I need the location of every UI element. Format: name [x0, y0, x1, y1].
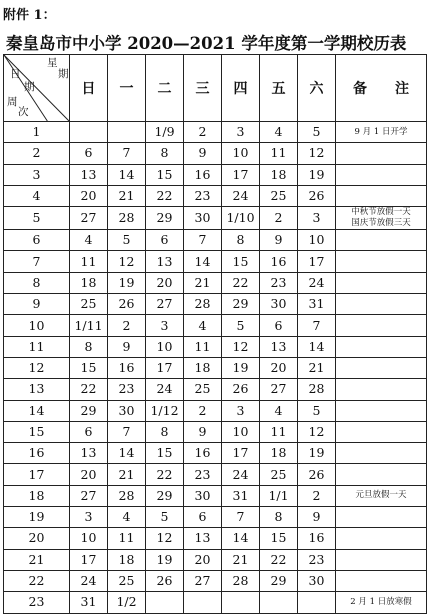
date-cell: 23 — [108, 379, 146, 400]
date-cell: 29 — [222, 294, 260, 315]
date-cell: 16 — [260, 251, 298, 272]
corner-label-qi-mid: 期 — [24, 81, 35, 93]
note-cell — [336, 336, 427, 357]
attachment-label: 附件 1： — [3, 8, 56, 23]
date-cell: 13 — [70, 164, 108, 185]
date-cell: 2 — [260, 207, 298, 230]
date-cell: 19 — [108, 272, 146, 293]
note-cell — [336, 464, 427, 485]
date-cell: 3 — [298, 207, 336, 230]
page-title: 秦皇岛市中小学 2020—2021 学年度第一学期校历表 — [6, 34, 407, 53]
date-cell: 22 — [222, 272, 260, 293]
header-row — [4, 55, 427, 122]
date-cell: 21 — [108, 464, 146, 485]
date-cell: 30 — [298, 570, 336, 591]
table-row — [4, 164, 427, 185]
date-cell: 12 — [298, 421, 336, 442]
table-row — [4, 122, 427, 143]
table-row — [4, 421, 427, 442]
week-number-cell: 19 — [4, 507, 70, 528]
date-cell: 14 — [222, 528, 260, 549]
note-cell — [336, 315, 427, 336]
date-cell: 7 — [222, 507, 260, 528]
corner-label-xing: 星 — [47, 57, 58, 69]
date-cell: 5 — [108, 230, 146, 251]
date-cell: 9 — [298, 507, 336, 528]
date-cell: 18 — [70, 272, 108, 293]
week-number-cell: 21 — [4, 549, 70, 570]
date-cell: 1/10 — [222, 207, 260, 230]
header-day-sat: 六 — [298, 55, 336, 122]
date-cell: 6 — [70, 143, 108, 164]
date-cell: 9 — [184, 143, 222, 164]
date-cell: 23 — [184, 464, 222, 485]
date-cell: 19 — [146, 549, 184, 570]
date-cell: 23 — [184, 185, 222, 206]
date-cell: 4 — [70, 230, 108, 251]
date-cell — [108, 122, 146, 143]
table-row — [4, 207, 427, 230]
header-day-tue: 二 — [146, 55, 184, 122]
header-day-wed: 三 — [184, 55, 222, 122]
note-cell — [336, 421, 427, 442]
date-cell: 4 — [108, 507, 146, 528]
date-cell: 6 — [70, 421, 108, 442]
date-cell: 9 — [184, 421, 222, 442]
date-cell: 12 — [146, 528, 184, 549]
week-number-cell: 3 — [4, 164, 70, 185]
date-cell: 1/1 — [260, 485, 298, 506]
date-cell: 24 — [70, 570, 108, 591]
note-cell — [336, 379, 427, 400]
date-cell: 26 — [108, 294, 146, 315]
date-cell — [298, 592, 336, 613]
date-cell: 20 — [70, 464, 108, 485]
date-cell: 21 — [298, 357, 336, 378]
date-cell: 10 — [298, 230, 336, 251]
date-cell: 20 — [146, 272, 184, 293]
date-cell: 31 — [70, 592, 108, 613]
date-cell: 4 — [184, 315, 222, 336]
note-cell — [336, 272, 427, 293]
date-cell: 19 — [298, 164, 336, 185]
date-cell: 17 — [222, 443, 260, 464]
table-row — [4, 294, 427, 315]
date-cell: 25 — [108, 570, 146, 591]
week-number-cell: 6 — [4, 230, 70, 251]
note-cell — [336, 528, 427, 549]
date-cell: 11 — [260, 421, 298, 442]
note-cell — [336, 185, 427, 206]
date-cell: 25 — [70, 294, 108, 315]
date-cell: 11 — [260, 143, 298, 164]
note-cell — [336, 164, 427, 185]
date-cell: 15 — [70, 357, 108, 378]
header-day-sun: 日 — [70, 55, 108, 122]
week-number-cell: 5 — [4, 207, 70, 230]
date-cell: 15 — [146, 164, 184, 185]
date-cell: 26 — [146, 570, 184, 591]
date-cell: 14 — [108, 443, 146, 464]
date-cell: 31 — [222, 485, 260, 506]
note-cell — [336, 294, 427, 315]
note-cell — [336, 230, 427, 251]
week-number-cell: 8 — [4, 272, 70, 293]
table-row — [4, 336, 427, 357]
note-cell — [336, 507, 427, 528]
date-cell: 3 — [146, 315, 184, 336]
note-cell — [336, 357, 427, 378]
table-row — [4, 400, 427, 421]
date-cell: 25 — [260, 185, 298, 206]
note-cell: 元旦放假一天 — [336, 485, 427, 506]
date-cell: 19 — [222, 357, 260, 378]
date-cell: 30 — [108, 400, 146, 421]
corner-label-zhou: 周 — [7, 96, 18, 108]
date-cell: 20 — [70, 185, 108, 206]
date-cell: 5 — [222, 315, 260, 336]
week-number-cell: 14 — [4, 400, 70, 421]
date-cell: 28 — [184, 294, 222, 315]
table-row — [4, 379, 427, 400]
date-cell: 17 — [298, 251, 336, 272]
date-cell: 7 — [184, 230, 222, 251]
date-cell: 5 — [298, 122, 336, 143]
date-cell: 16 — [184, 164, 222, 185]
date-cell: 7 — [108, 143, 146, 164]
date-cell: 14 — [184, 251, 222, 272]
note-cell — [336, 251, 427, 272]
date-cell: 27 — [260, 379, 298, 400]
date-cell: 16 — [298, 528, 336, 549]
date-cell: 13 — [146, 251, 184, 272]
note-cell: 9 月 1 日开学 — [336, 122, 427, 143]
date-cell: 15 — [260, 528, 298, 549]
date-cell: 6 — [260, 315, 298, 336]
date-cell: 8 — [222, 230, 260, 251]
date-cell: 12 — [108, 251, 146, 272]
date-cell: 24 — [298, 272, 336, 293]
date-cell — [146, 592, 184, 613]
date-cell: 22 — [146, 464, 184, 485]
date-cell: 23 — [260, 272, 298, 293]
date-cell: 14 — [298, 336, 336, 357]
date-cell: 3 — [222, 400, 260, 421]
date-cell: 17 — [70, 549, 108, 570]
date-cell: 28 — [298, 379, 336, 400]
date-cell — [222, 592, 260, 613]
note-cell — [336, 443, 427, 464]
date-cell: 22 — [146, 185, 184, 206]
note-cell — [336, 400, 427, 421]
date-cell: 21 — [108, 185, 146, 206]
date-cell: 11 — [70, 251, 108, 272]
date-cell: 20 — [184, 549, 222, 570]
date-cell: 24 — [146, 379, 184, 400]
date-cell: 3 — [222, 122, 260, 143]
note-cell: 中秋节放假一天 国庆节放假三天 — [336, 207, 427, 230]
table-row — [4, 143, 427, 164]
date-cell: 18 — [260, 164, 298, 185]
date-cell: 2 — [108, 315, 146, 336]
table-row — [4, 357, 427, 378]
date-cell: 7 — [298, 315, 336, 336]
table-row — [4, 443, 427, 464]
table-row — [4, 528, 427, 549]
week-number-cell: 18 — [4, 485, 70, 506]
date-cell: 18 — [108, 549, 146, 570]
date-cell: 15 — [146, 443, 184, 464]
date-cell: 30 — [184, 485, 222, 506]
date-cell — [260, 592, 298, 613]
corner-label-ci: 次 — [18, 106, 29, 118]
date-cell: 11 — [108, 528, 146, 549]
date-cell: 4 — [260, 122, 298, 143]
date-cell: 21 — [184, 272, 222, 293]
week-number-cell: 15 — [4, 421, 70, 442]
date-cell: 2 — [298, 485, 336, 506]
date-cell: 1/12 — [146, 400, 184, 421]
date-cell: 29 — [70, 400, 108, 421]
date-cell: 16 — [108, 357, 146, 378]
week-number-cell: 4 — [4, 185, 70, 206]
table-row — [4, 272, 427, 293]
date-cell: 13 — [260, 336, 298, 357]
date-cell: 15 — [222, 251, 260, 272]
date-cell: 30 — [260, 294, 298, 315]
week-number-cell: 2 — [4, 143, 70, 164]
table-row — [4, 464, 427, 485]
date-cell: 29 — [146, 485, 184, 506]
note-cell — [336, 570, 427, 591]
header-day-fri: 五 — [260, 55, 298, 122]
table-row — [4, 251, 427, 272]
date-cell: 16 — [184, 443, 222, 464]
week-number-cell: 9 — [4, 294, 70, 315]
header-day-thu: 四 — [222, 55, 260, 122]
table-row — [4, 230, 427, 251]
date-cell: 10 — [70, 528, 108, 549]
date-cell: 13 — [70, 443, 108, 464]
table-row — [4, 185, 427, 206]
date-cell: 22 — [260, 549, 298, 570]
date-cell: 29 — [260, 570, 298, 591]
date-cell: 4 — [260, 400, 298, 421]
date-cell: 26 — [298, 185, 336, 206]
corner-label-ri: 日 — [10, 68, 21, 80]
date-cell: 24 — [222, 464, 260, 485]
date-cell: 17 — [146, 357, 184, 378]
date-cell: 5 — [298, 400, 336, 421]
header-day-mon: 一 — [108, 55, 146, 122]
date-cell: 8 — [146, 143, 184, 164]
date-cell: 8 — [260, 507, 298, 528]
week-number-cell: 23 — [4, 592, 70, 613]
week-number-cell: 13 — [4, 379, 70, 400]
date-cell: 18 — [184, 357, 222, 378]
table-row — [4, 507, 427, 528]
date-cell: 28 — [222, 570, 260, 591]
date-cell: 19 — [298, 443, 336, 464]
calendar-body — [4, 122, 427, 614]
date-cell — [184, 592, 222, 613]
date-cell: 28 — [108, 485, 146, 506]
date-cell: 26 — [298, 464, 336, 485]
week-number-cell: 1 — [4, 122, 70, 143]
date-cell — [70, 122, 108, 143]
date-cell: 27 — [70, 485, 108, 506]
week-number-cell: 22 — [4, 570, 70, 591]
table-row — [4, 549, 427, 570]
week-number-cell: 12 — [4, 357, 70, 378]
date-cell: 12 — [222, 336, 260, 357]
date-cell: 23 — [298, 549, 336, 570]
note-cell — [336, 143, 427, 164]
date-cell: 10 — [146, 336, 184, 357]
table-row — [4, 485, 427, 506]
date-cell: 10 — [222, 421, 260, 442]
date-cell: 13 — [184, 528, 222, 549]
date-cell: 1/11 — [70, 315, 108, 336]
date-cell: 26 — [222, 379, 260, 400]
date-cell: 2 — [184, 400, 222, 421]
date-cell: 27 — [70, 207, 108, 230]
date-cell: 29 — [146, 207, 184, 230]
week-number-cell: 10 — [4, 315, 70, 336]
date-cell: 25 — [184, 379, 222, 400]
date-cell: 31 — [298, 294, 336, 315]
note-cell: 2 月 1 日放寒假 — [336, 592, 427, 613]
table-row — [4, 315, 427, 336]
date-cell: 7 — [108, 421, 146, 442]
diagonal-lines — [4, 55, 69, 121]
date-cell: 9 — [260, 230, 298, 251]
corner-header-cell — [4, 55, 70, 122]
date-cell: 5 — [146, 507, 184, 528]
date-cell: 8 — [146, 421, 184, 442]
date-cell: 28 — [108, 207, 146, 230]
date-cell: 22 — [70, 379, 108, 400]
header-notes: 备 注 — [336, 55, 427, 122]
date-cell: 10 — [222, 143, 260, 164]
date-cell: 12 — [298, 143, 336, 164]
date-cell: 9 — [108, 336, 146, 357]
date-cell: 30 — [184, 207, 222, 230]
date-cell: 21 — [222, 549, 260, 570]
date-cell: 1/9 — [146, 122, 184, 143]
date-cell: 11 — [184, 336, 222, 357]
date-cell: 17 — [222, 164, 260, 185]
date-cell: 27 — [184, 570, 222, 591]
date-cell: 25 — [260, 464, 298, 485]
week-number-cell: 20 — [4, 528, 70, 549]
corner-label-qi-top: 期 — [58, 68, 69, 80]
date-cell: 3 — [70, 507, 108, 528]
note-cell — [336, 549, 427, 570]
date-cell: 24 — [222, 185, 260, 206]
table-row — [4, 592, 427, 613]
date-cell: 18 — [260, 443, 298, 464]
week-number-cell: 11 — [4, 336, 70, 357]
date-cell: 2 — [184, 122, 222, 143]
week-number-cell: 7 — [4, 251, 70, 272]
week-number-cell: 16 — [4, 443, 70, 464]
date-cell: 27 — [146, 294, 184, 315]
school-calendar-table — [3, 54, 427, 614]
date-cell: 6 — [184, 507, 222, 528]
date-cell: 8 — [70, 336, 108, 357]
date-cell: 14 — [108, 164, 146, 185]
week-number-cell: 17 — [4, 464, 70, 485]
date-cell: 1/2 — [108, 592, 146, 613]
table-row — [4, 570, 427, 591]
date-cell: 20 — [260, 357, 298, 378]
date-cell: 6 — [146, 230, 184, 251]
